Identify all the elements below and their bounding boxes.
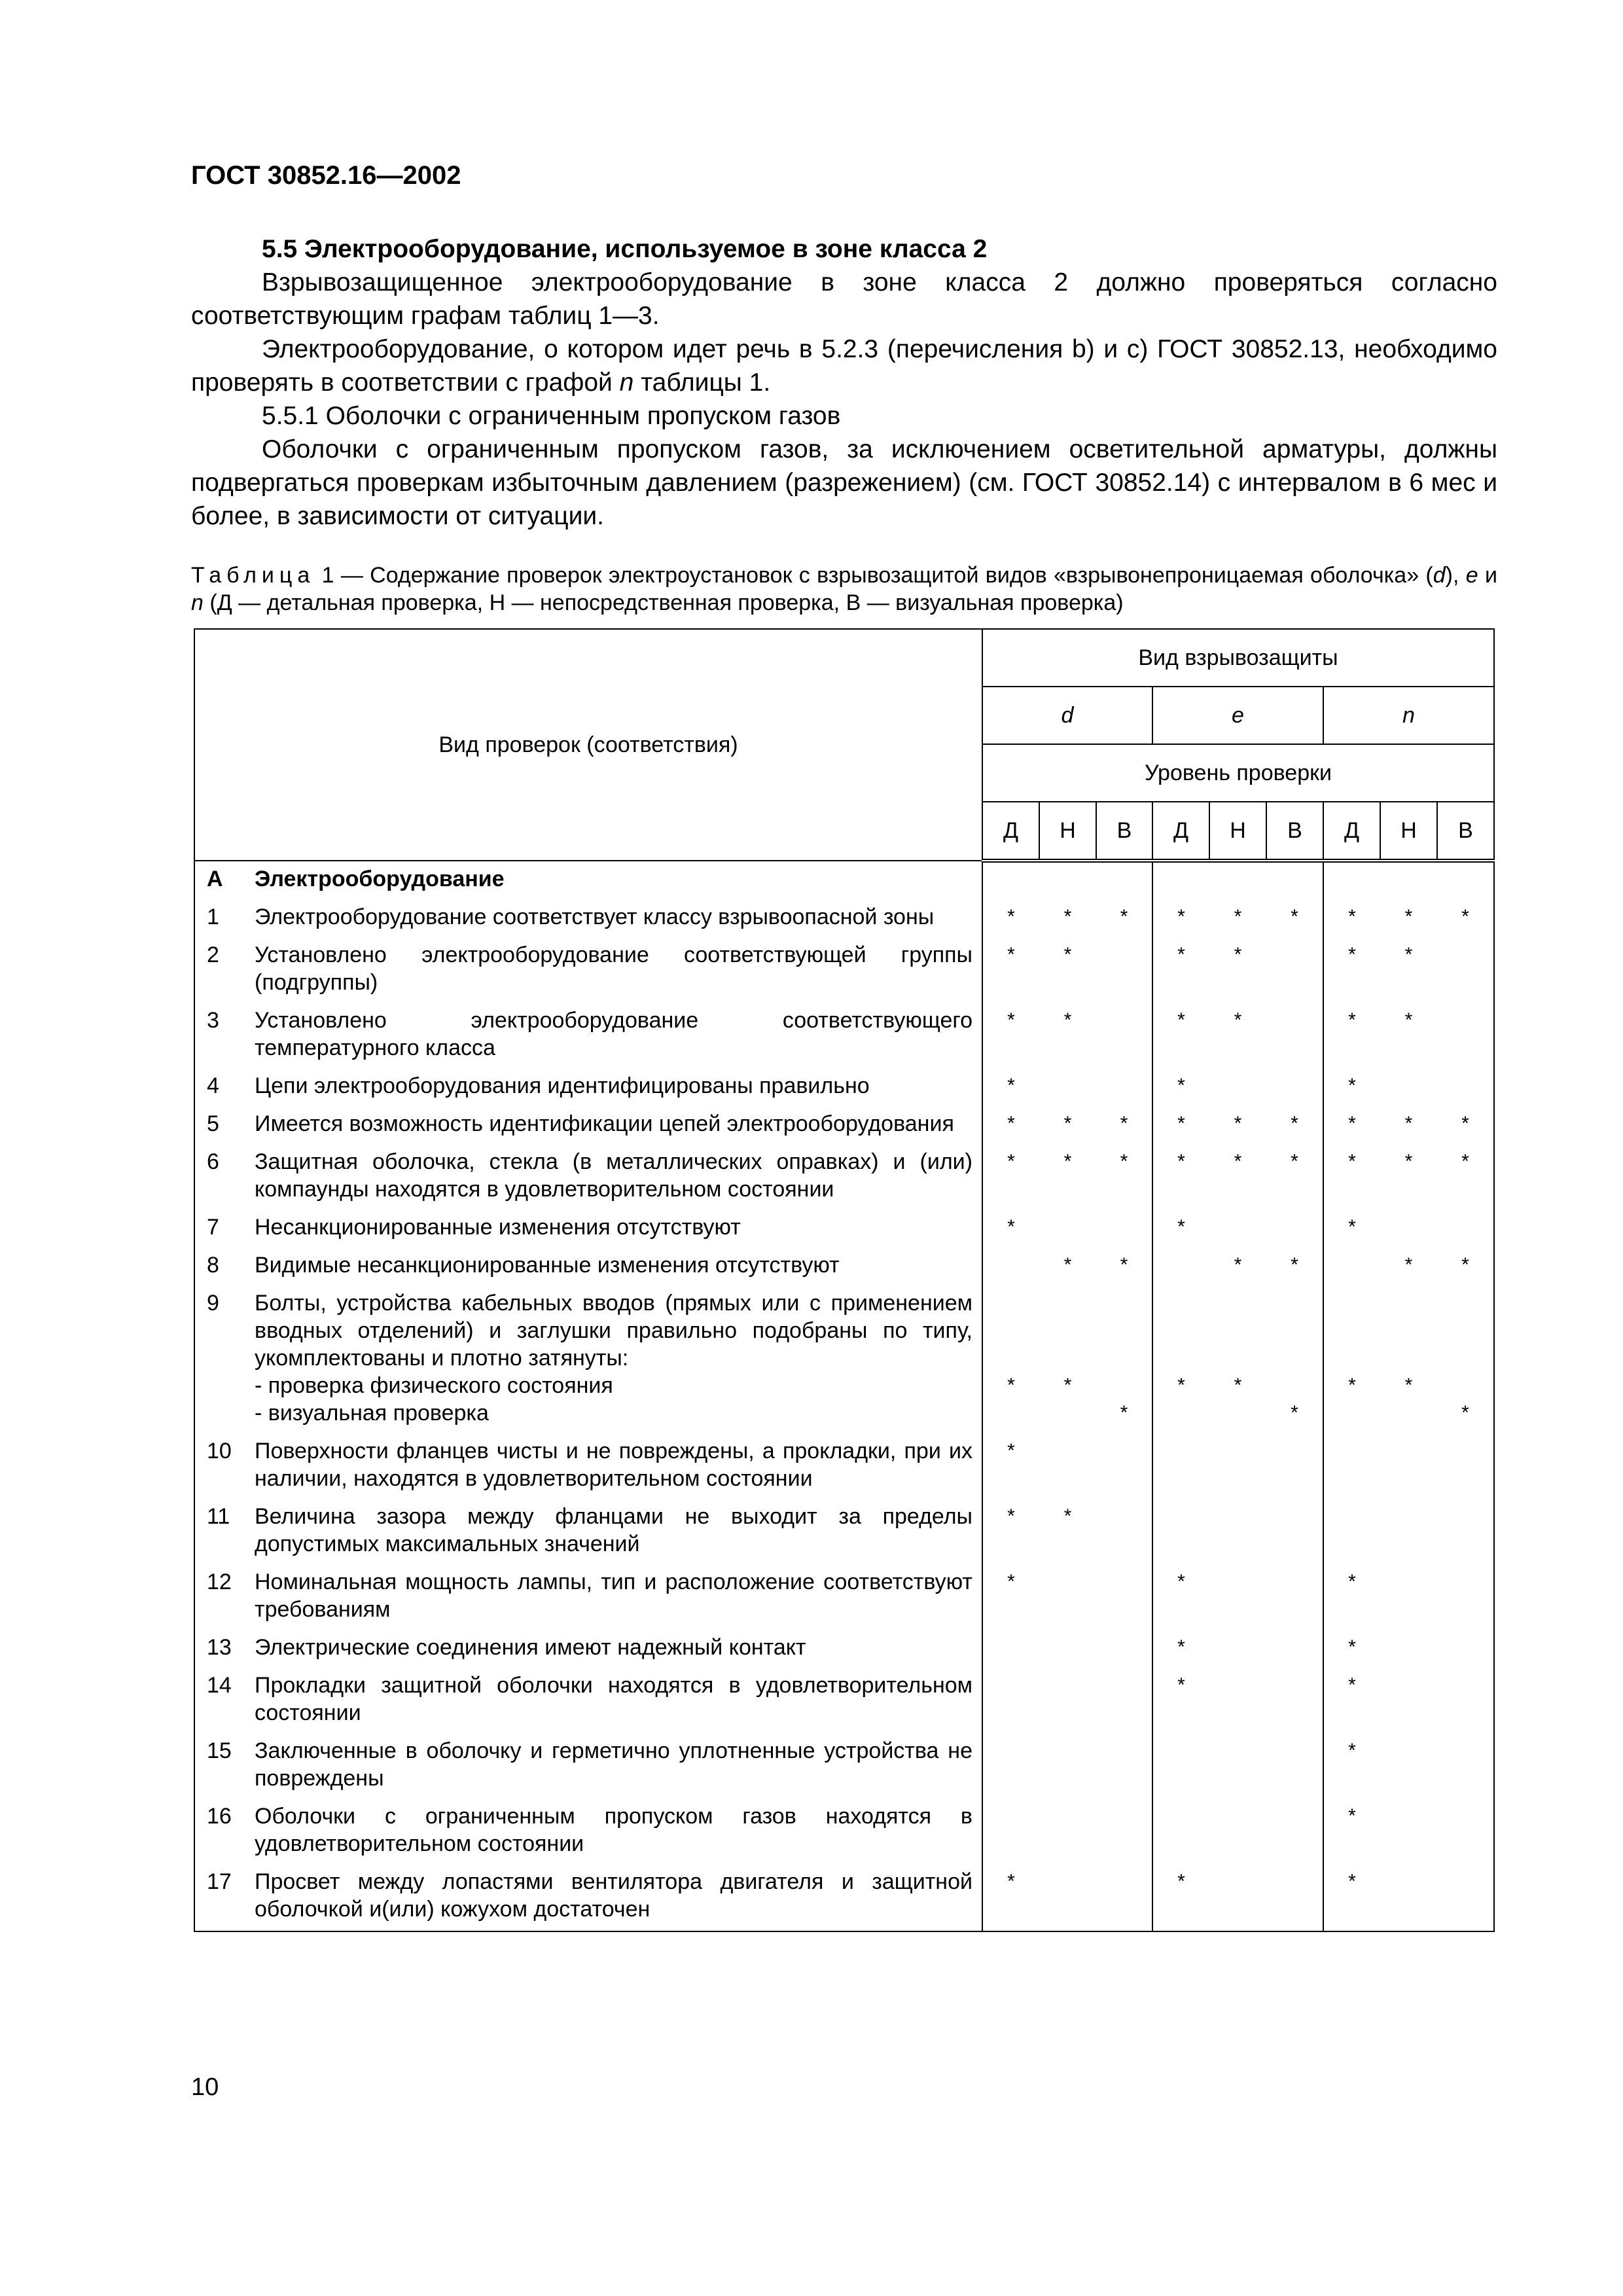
check-mark-cell	[1096, 1733, 1152, 1799]
type-n-label: n	[1402, 703, 1415, 728]
page-header: ГОСТ 30852.16—2002	[191, 161, 461, 190]
check-mark-cell	[1437, 1285, 1494, 1433]
row-number: 8	[207, 1253, 219, 1278]
check-mark-cell: *	[1404, 1113, 1413, 1134]
check-mark-cell: *	[1323, 1799, 1380, 1864]
check-mark-cell	[1266, 1499, 1323, 1564]
header-level-6: Д	[1323, 802, 1380, 861]
check-mark-cell	[1266, 861, 1323, 899]
header-check-type: Вид проверок (соответствия)	[194, 629, 982, 861]
header-check-level: Уровень проверки	[982, 744, 1494, 802]
row-text	[255, 1068, 982, 1106]
caption-e: e	[1465, 563, 1478, 588]
section-title: 5.5 Электрооборудование, используемое в зоне класса 2	[262, 235, 988, 263]
row-text-line: Электрооборудование соответствует классу взрывоопасной зоны	[255, 905, 935, 929]
check-mark-cell	[1039, 1210, 1096, 1247]
check-mark-cell	[1266, 1068, 1323, 1106]
check-mark-cell	[1323, 1499, 1380, 1564]
check-mark-cell: *	[1291, 1151, 1298, 1172]
page-number: 10	[191, 2073, 219, 2101]
check-mark-cell	[1437, 1864, 1494, 1931]
row-number: 10	[207, 1439, 232, 1463]
check-mark-physical	[1266, 1372, 1323, 1399]
check-mark-cell	[982, 1733, 1039, 1799]
row-text-line: Просвет между лопастями вентилятора двигателя и защитной оболочкой и(или) кожухом достаточен	[255, 1869, 972, 1922]
row-text-line: - визуальная проверка	[255, 1401, 489, 1426]
check-mark-cell	[1152, 1799, 1209, 1864]
row-number: 4	[207, 1073, 219, 1098]
header-level-5: В	[1266, 802, 1323, 861]
check-mark-cell	[1209, 1668, 1266, 1733]
check-mark-cell: *	[1291, 1113, 1298, 1134]
check-mark-cell	[1039, 1630, 1096, 1668]
row-text	[255, 937, 982, 1003]
check-mark-cell	[1380, 1068, 1437, 1106]
check-mark-cell	[1152, 1433, 1209, 1499]
check-mark-cell: *	[1120, 906, 1128, 927]
row-text-line: Установлено электрооборудование соответствующего температурного класса	[255, 1008, 972, 1060]
check-mark-visual	[1380, 1399, 1437, 1427]
check-mark-cell	[1437, 1499, 1494, 1564]
row-text	[255, 1003, 982, 1068]
check-mark-cell	[1209, 1733, 1266, 1799]
check-mark-cell	[1380, 1564, 1437, 1630]
caption-text-4: (Д — детальная проверка, Н — непосредственная проверка, В — визуальная проверка)	[203, 590, 1124, 615]
subsection-title: 5.5.1 Оболочки с ограниченным пропуском газов	[262, 402, 841, 430]
table-row	[194, 1433, 1494, 1499]
check-mark-cell	[1380, 1630, 1437, 1668]
table-row	[194, 1210, 1494, 1247]
check-mark-cell: *	[1152, 1564, 1209, 1630]
check-mark-visual: *	[1120, 1402, 1128, 1424]
check-mark-cell: *	[1152, 1630, 1209, 1668]
check-mark-physical: *	[1234, 1374, 1242, 1396]
check-mark-cell: *	[1152, 1864, 1209, 1931]
check-mark-cell: *	[1323, 1210, 1380, 1247]
check-mark-cell: *	[1461, 1254, 1469, 1276]
check-mark-cell	[1437, 1668, 1494, 1733]
check-mark-cell	[1380, 1285, 1437, 1433]
check-mark-cell	[1152, 1499, 1209, 1564]
check-mark-cell: *	[1323, 1068, 1380, 1106]
check-mark-cell: *	[1234, 1254, 1242, 1276]
check-mark-cell	[1096, 937, 1152, 1003]
table-row	[194, 1799, 1494, 1864]
check-mark-cell	[1039, 1733, 1096, 1799]
caption-text-3: и	[1478, 563, 1497, 588]
row-text-line: - проверка физического состояния	[255, 1373, 613, 1398]
check-mark-cell: *	[982, 1068, 1039, 1106]
check-mark-cell: *	[1323, 899, 1380, 937]
row-text-line: Величина зазора между фланцами не выходит за пределы допустимых максимальных значений	[255, 1504, 972, 1556]
check-mark-cell	[1380, 1210, 1437, 1247]
check-mark-cell	[1380, 1799, 1437, 1864]
paragraph-4: Оболочки с ограниченным пропуском газов, за исключением осветительной арматуры, должны подвергаться проверкам избыточным давлением (разрежением) (см. ГОСТ 30852.14) с интервалом в 6 мес и более, в зависимости от ситуации.	[191, 435, 1497, 530]
check-mark-cell: *	[982, 1144, 1039, 1210]
check-mark-cell: *	[982, 1864, 1039, 1931]
row-text-line: Установлено электрооборудование соответствующей группы (подгруппы)	[255, 942, 972, 995]
row-number: 5	[207, 1111, 219, 1136]
check-mark-cell	[1323, 861, 1380, 899]
check-mark-cell	[1039, 1564, 1096, 1630]
check-mark-cell	[1437, 1433, 1494, 1499]
check-mark-cell: *	[1291, 1254, 1298, 1276]
table-row	[194, 1864, 1494, 1931]
row-text-line: Оболочки с ограниченным пропуском газов находятся в удовлетворительном состоянии	[255, 1804, 972, 1856]
paragraph-2-n: n	[619, 368, 634, 397]
check-mark-cell	[982, 1285, 1039, 1433]
check-mark-cell: *	[1152, 1668, 1209, 1733]
check-mark-cell	[1266, 1799, 1323, 1864]
row-number: 11	[207, 1504, 230, 1529]
caption-text-2: ),	[1445, 563, 1466, 588]
check-mark-cell: *	[1404, 1151, 1413, 1172]
check-mark-physical	[1096, 1372, 1152, 1399]
section-name: Электрооборудование	[255, 867, 505, 891]
check-mark-cell: *	[1323, 1144, 1380, 1210]
row-number: 1	[207, 905, 219, 929]
row-text-line: Прокладки защитной оболочки находятся в удовлетворительном состоянии	[255, 1673, 972, 1725]
check-mark-cell: *	[1323, 1630, 1380, 1668]
table-row	[194, 1285, 1494, 1433]
check-mark-cell: *	[1063, 1505, 1072, 1527]
caption-text-1: 1 — Содержание проверок электроустановок с взрывозащитой видов «взрывонепроницаемая оболочка» (	[315, 563, 1433, 588]
check-mark-cell	[1096, 1499, 1152, 1564]
check-mark-cell	[1209, 1499, 1266, 1564]
check-mark-cell	[1266, 1630, 1323, 1668]
check-mark-cell: *	[1323, 1564, 1380, 1630]
header-level-2: В	[1096, 802, 1152, 861]
table-row	[194, 899, 1494, 937]
check-mark-cell: *	[1234, 944, 1242, 965]
row-text	[255, 1285, 982, 1433]
row-number: 7	[207, 1215, 219, 1240]
row-number: 3	[207, 1008, 219, 1033]
check-mark-cell: *	[1323, 1668, 1380, 1733]
row-text-line: Заключенные в оболочку и герметично уплотненные устройства не повреждены	[255, 1738, 972, 1791]
check-mark-cell	[1266, 1564, 1323, 1630]
check-mark-cell	[1266, 937, 1323, 1003]
row-text	[255, 1433, 982, 1499]
check-mark-cell: *	[1404, 944, 1413, 965]
check-mark-cell	[1323, 1433, 1380, 1499]
row-number: 13	[207, 1635, 232, 1660]
check-mark-cell	[1152, 861, 1209, 899]
paragraph-2-part-a: Электрооборудование, о котором идет речь в 5.2.3 (перечисления b) и c) ГОСТ 30852.13, необходимо проверять в соответствии с графой	[191, 335, 1497, 397]
check-mark-cell: *	[1063, 906, 1072, 927]
header-level-1: Н	[1039, 802, 1096, 861]
row-text-line: Защитная оболочка, стекла (в металлических оправках) и (или) компаунды находятся в удовлетворительном состоянии	[255, 1149, 972, 1202]
check-mark-cell	[1039, 1799, 1096, 1864]
check-mark-cell	[1152, 1247, 1209, 1285]
check-mark-cell	[1437, 1630, 1494, 1668]
check-mark-cell	[982, 1630, 1039, 1668]
check-mark-cell: *	[1063, 1254, 1072, 1276]
row-text	[255, 1864, 982, 1931]
check-mark-physical: *	[1348, 1374, 1356, 1396]
row-number: 15	[207, 1738, 232, 1763]
check-mark-cell	[1209, 1068, 1266, 1106]
check-mark-cell	[1096, 1630, 1152, 1668]
row-text-line: Цепи электрооборудования идентифицированы правильно	[255, 1073, 870, 1098]
check-mark-cell	[1437, 1210, 1494, 1247]
type-d-label: d	[1061, 703, 1074, 728]
row-text-line: Электрические соединения имеют надежный контакт	[255, 1635, 806, 1660]
check-mark-cell	[1039, 1068, 1096, 1106]
check-mark-cell: *	[1120, 1113, 1128, 1134]
row-number: 16	[207, 1804, 232, 1829]
check-mark-cell	[1039, 1668, 1096, 1733]
row-text-line: Видимые несанкционированные изменения отсутствуют	[255, 1253, 840, 1278]
check-mark-cell: *	[1234, 1113, 1242, 1134]
row-text-line: Номинальная мощность лампы, тип и расположение соответствуют требованиям	[255, 1570, 972, 1622]
check-mark-cell: *	[982, 1499, 1039, 1564]
section-letter: А	[207, 867, 223, 891]
check-mark-cell	[1266, 1864, 1323, 1931]
header-level-3: Д	[1152, 802, 1209, 861]
table-row	[194, 1106, 1494, 1144]
table-row	[194, 1068, 1494, 1106]
row-text-line: Поверхности фланцев чисты и не повреждены, а прокладки, при их наличии, находятся в удовлетворительном состоянии	[255, 1439, 972, 1491]
header-type-d	[982, 687, 1152, 744]
check-mark-cell	[1039, 861, 1096, 899]
check-mark-cell: *	[1323, 937, 1380, 1003]
check-mark-cell	[1209, 1285, 1266, 1433]
header-protection-type: Вид взрывозащиты	[982, 629, 1494, 687]
paragraph-2	[191, 332, 1497, 399]
check-mark-cell: *	[982, 1564, 1039, 1630]
paragraph-2-part-b: таблицы 1.	[633, 368, 771, 397]
check-mark-cell	[1209, 1210, 1266, 1247]
check-mark-cell	[1437, 1068, 1494, 1106]
check-mark-cell: *	[1063, 1151, 1072, 1172]
check-mark-cell	[1437, 937, 1494, 1003]
check-mark-cell	[1266, 1433, 1323, 1499]
inspection-table	[194, 628, 1495, 1932]
check-mark-cell	[1323, 1247, 1380, 1285]
paragraph-1: Взрывозащищенное электрооборудование в зоне класса 2 должно проверяться согласно соответствующим графам таблиц 1—3.	[191, 268, 1497, 330]
check-mark-cell	[1266, 1668, 1323, 1733]
row-text-line: Несанкционированные изменения отсутствуют	[255, 1215, 741, 1240]
check-mark-cell: *	[1323, 1106, 1380, 1144]
check-mark-cell: *	[1234, 906, 1242, 927]
check-mark-cell: *	[982, 899, 1039, 937]
row-text	[255, 1630, 982, 1668]
header-level-4: Н	[1209, 802, 1266, 861]
check-mark-cell	[1152, 1733, 1209, 1799]
check-mark-cell: *	[982, 1433, 1039, 1499]
check-mark-cell: *	[982, 1210, 1039, 1247]
row-number: 17	[207, 1869, 232, 1894]
table-caption	[191, 562, 1497, 617]
header-level-0: Д	[982, 802, 1039, 861]
row-text	[255, 1564, 982, 1630]
check-mark-cell: *	[1152, 1210, 1209, 1247]
header-type-e	[1152, 687, 1323, 744]
row-text	[255, 1499, 982, 1564]
check-mark-cell	[1096, 1210, 1152, 1247]
check-mark-cell	[1266, 1733, 1323, 1799]
check-mark-cell	[1437, 1564, 1494, 1630]
check-mark-physical	[1437, 1372, 1493, 1399]
check-mark-cell	[1096, 1285, 1152, 1433]
check-mark-visual: *	[1291, 1402, 1298, 1424]
check-mark-cell	[1266, 1210, 1323, 1247]
check-mark-cell	[1209, 1433, 1266, 1499]
check-mark-cell: *	[1152, 1068, 1209, 1106]
check-mark-cell	[1096, 1799, 1152, 1864]
check-mark-cell	[1266, 1003, 1323, 1068]
check-mark-cell	[1380, 1668, 1437, 1733]
header-level-7: Н	[1380, 802, 1437, 861]
check-mark-cell: *	[1323, 1003, 1380, 1068]
check-mark-cell	[1096, 1433, 1152, 1499]
check-mark-cell	[1152, 1285, 1209, 1433]
check-mark-cell	[1096, 861, 1152, 899]
check-mark-cell	[1039, 1285, 1096, 1433]
check-mark-cell	[982, 1247, 1039, 1285]
check-mark-cell: *	[1323, 1733, 1380, 1799]
table-row	[194, 1564, 1494, 1630]
check-mark-cell: *	[1063, 1113, 1072, 1134]
check-mark-cell	[1039, 1433, 1096, 1499]
check-mark-cell: *	[1323, 1864, 1380, 1931]
check-mark-cell: *	[1152, 899, 1209, 937]
check-mark-cell: *	[982, 937, 1039, 1003]
table-row	[194, 1499, 1494, 1564]
row-text	[255, 1799, 982, 1864]
row-text	[255, 1668, 982, 1733]
table-section-row	[194, 861, 1494, 899]
table-row	[194, 1733, 1494, 1799]
check-mark-cell	[982, 861, 1039, 899]
row-text	[255, 1247, 982, 1285]
check-mark-cell	[1096, 1668, 1152, 1733]
row-number: 6	[207, 1149, 219, 1174]
row-text	[255, 1210, 982, 1247]
check-mark-cell	[982, 1668, 1039, 1733]
row-number: 12	[207, 1570, 232, 1594]
check-mark-cell	[1209, 1799, 1266, 1864]
check-mark-cell	[1437, 861, 1494, 899]
check-mark-cell: *	[982, 1106, 1039, 1144]
check-mark-cell: *	[1291, 906, 1298, 927]
check-mark-cell	[1209, 1564, 1266, 1630]
table-row	[194, 1668, 1494, 1733]
check-mark-cell: *	[1234, 1009, 1242, 1031]
check-mark-cell	[1209, 1630, 1266, 1668]
check-mark-cell: *	[1404, 1254, 1413, 1276]
check-mark-cell	[1380, 1499, 1437, 1564]
check-mark-visual	[1153, 1399, 1209, 1427]
table-row	[194, 1144, 1494, 1210]
check-mark-cell: *	[1152, 1144, 1209, 1210]
check-mark-cell	[1437, 1733, 1494, 1799]
check-mark-physical: *	[1177, 1374, 1185, 1396]
check-mark-visual	[983, 1399, 1039, 1427]
check-mark-cell	[1437, 1799, 1494, 1864]
header-type-n	[1323, 687, 1494, 744]
check-mark-cell	[1096, 1564, 1152, 1630]
check-mark-cell: *	[1152, 1106, 1209, 1144]
check-mark-cell: *	[1461, 1151, 1469, 1172]
check-mark-cell: *	[1120, 1254, 1128, 1276]
check-mark-visual	[1039, 1399, 1096, 1427]
check-mark-cell	[1380, 1733, 1437, 1799]
check-mark-cell	[1266, 1285, 1323, 1433]
check-mark-cell	[1380, 1433, 1437, 1499]
check-mark-cell: *	[1063, 944, 1072, 965]
row-number: 14	[207, 1673, 232, 1698]
check-mark-cell	[1209, 861, 1266, 899]
check-mark-cell	[1323, 1285, 1380, 1433]
check-mark-cell	[1209, 1864, 1266, 1931]
check-mark-cell	[1039, 1864, 1096, 1931]
check-mark-cell: *	[1461, 1113, 1469, 1134]
row-text-line: Болты, устройства кабельных вводов (прямых или с применением вводных отделений) и заглушки правильно подобраны по типу, укомплектованы и плотно затянуты:	[255, 1291, 972, 1371]
check-mark-visual: *	[1461, 1402, 1469, 1424]
check-mark-cell: *	[1152, 1003, 1209, 1068]
caption-d: d	[1433, 563, 1446, 588]
check-mark-physical: *	[1404, 1374, 1413, 1396]
row-number: 9	[207, 1291, 219, 1316]
header-level-8: В	[1437, 802, 1494, 861]
check-mark-cell: *	[1404, 906, 1413, 927]
check-mark-cell: *	[982, 1003, 1039, 1068]
table-row	[194, 1630, 1494, 1668]
check-mark-cell	[1096, 1864, 1152, 1931]
check-mark-cell: *	[1152, 937, 1209, 1003]
check-mark-cell: *	[1404, 1009, 1413, 1031]
table-row	[194, 937, 1494, 1003]
row-text	[255, 899, 982, 937]
check-mark-cell: *	[1063, 1009, 1072, 1031]
table-row	[194, 1247, 1494, 1285]
caption-label: Таблица	[191, 563, 315, 588]
check-mark-physical: *	[1063, 1374, 1072, 1396]
check-mark-cell	[1437, 1003, 1494, 1068]
row-number: 2	[207, 942, 219, 967]
check-mark-cell	[1096, 1068, 1152, 1106]
check-mark-physical: *	[1007, 1374, 1015, 1396]
check-mark-cell	[1380, 861, 1437, 899]
caption-n: n	[191, 590, 204, 615]
type-e-label: e	[1232, 703, 1244, 728]
check-mark-cell: *	[1234, 1151, 1242, 1172]
row-text	[255, 1144, 982, 1210]
row-text-line: Имеется возможность идентификации цепей электрооборудования	[255, 1111, 954, 1136]
check-mark-cell	[1380, 1864, 1437, 1931]
check-mark-cell	[1096, 1003, 1152, 1068]
row-text	[255, 1106, 982, 1144]
check-mark-visual	[1324, 1399, 1380, 1427]
check-mark-cell	[982, 1799, 1039, 1864]
check-mark-cell: *	[1120, 1151, 1128, 1172]
check-mark-visual	[1209, 1399, 1266, 1427]
row-text	[255, 1733, 982, 1799]
check-mark-cell: *	[1461, 906, 1469, 927]
table-row	[194, 1003, 1494, 1068]
